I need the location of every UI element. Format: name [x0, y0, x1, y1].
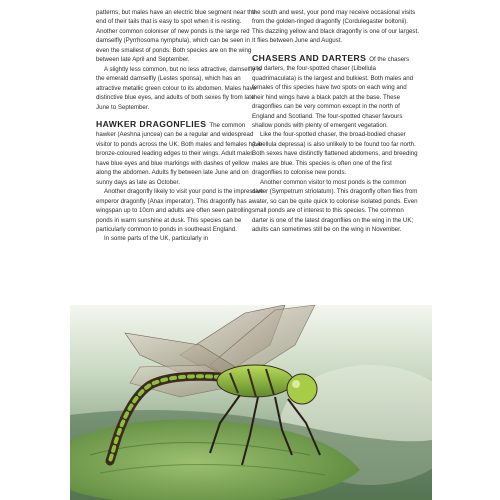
left-column [96, 8, 264, 244]
paragraph-text: The common hawker (Aeshna juncea) can be a regular and widespread visitor to ponds across the UK. Both males and females have bronze-coloured leading edges to their wings. Adult males have blue eyes and blue markings with dashes of yellow along the abdomen. Adults fly between late June and on sunny days as late as October. [96, 121, 262, 186]
paragraph: the south and west, your pond may receive occasional visits from the golden-ringed dragonfly (Cordulegaster boltonii). This dazzling yellow and black dragonfly is one of our largest. It flies between June and August. [252, 9, 419, 45]
paragraph-with-heading [96, 120, 264, 187]
right-column [252, 8, 420, 234]
paragraph: In some parts of the UK, particularly in [104, 235, 209, 243]
dragonfly-photo [70, 305, 432, 500]
paragraph: Another common visitor to most ponds is the common darter (Sympetrum striolatum). This dragonfly often flies from water, so can be quite quick to colonise isolated ponds. Even small ponds are of interest to this species. The common darter is one of the latest dragonflies on the wing in the UK; adults can sometimes still be on the wing in November. [252, 178, 418, 233]
section-heading-chasers: CHASERS AND DARTERS [252, 52, 367, 63]
dragonfly-eye [287, 374, 317, 404]
dragonfly-illustration [70, 305, 432, 500]
paragraph: A slightly less common, but no less attractive, damselfly is the emerald damselfly (Lestes sponsa), which has an attractive metallic green colour to its abdomen. Males have distinctive blue eyes, and adults of both sexes fly from late June to September. [96, 65, 262, 111]
paragraph: Another dragonfly likely to visit your pond is the impressive emperor dragonfly (Anax imperator). This dragonfly has a wingspan up to 10cm and adults are often seen patrolling ponds in warm sunshine at dusk. This species can be particularly common to ponds in southeast England. [96, 188, 264, 233]
paragraph-text: Of the chasers and darters, the four-spotted chaser (Libellula quadrimaculata) is the largest and bulkiest. Both males and females of this species have two spots on each wing and their hind wings have a black patch at the base. These dragonflies can be very common except in the north of England and Scotland. The four-spotted chaser favours shallow ponds with plenty of emergent vegetation. [252, 55, 414, 129]
section-heading-hawker: HAWKER DRAGONFLIES [96, 118, 207, 129]
paragraph: patterns, but males have an electric blue segment near the end of their tails that is easy to spot when it is resting. Another common coloniser of new ponds is the large red damselfly (Pyrrhosoma nymphula), which can be seen in even the smallest of ponds. Both species are on the wing between late April and September. [96, 9, 256, 64]
eye-highlight [292, 380, 300, 388]
paragraph-with-heading [252, 54, 420, 131]
paragraph: Like the four-spotted chaser, the broad-bodied chaser (Libellula depressa) is also unlikely to be found too far north. Both sexes have distinctly flattened abdomens, and breeding males are blue. This species is often one of the first dragonflies to colonise new ponds. [252, 131, 418, 177]
